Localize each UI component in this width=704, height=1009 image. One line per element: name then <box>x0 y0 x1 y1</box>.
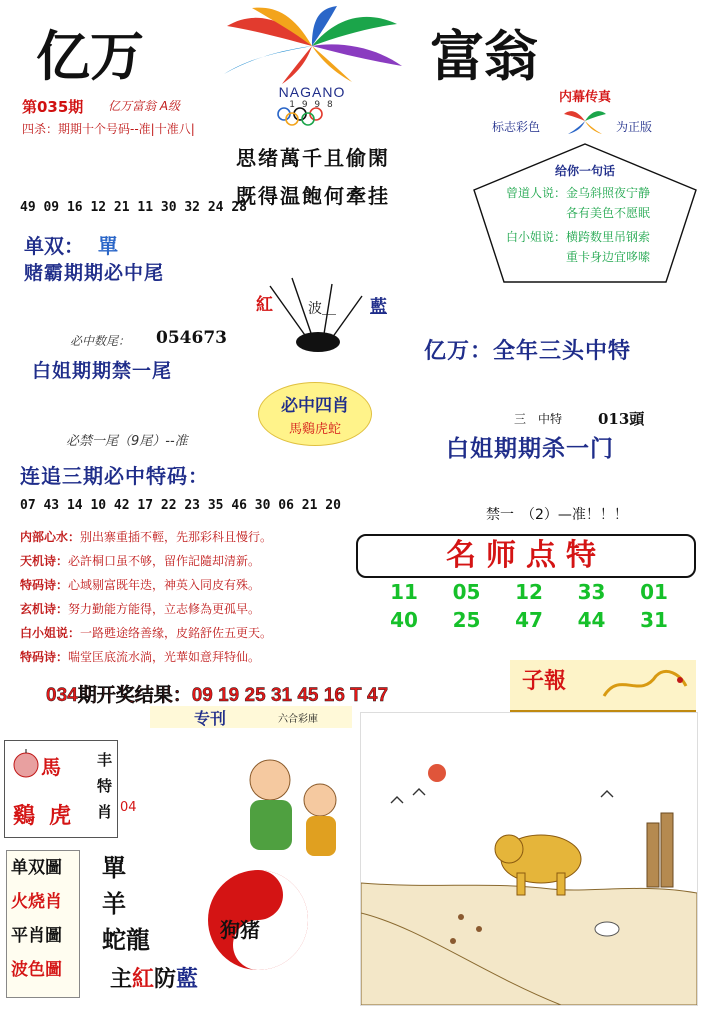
lower-zodiac2: 蛇龍 <box>102 926 150 954</box>
label-column <box>6 850 80 998</box>
master-number: 31 <box>640 608 668 632</box>
four-zodiac-title: 必中四肖 <box>281 396 349 416</box>
issue-subtitle: 四杀：期期十个号码--准|十准八| <box>22 122 195 136</box>
bear-illustration-icon <box>361 713 697 1005</box>
zodiac-horse: 馬 <box>41 755 61 779</box>
lantern-icon <box>11 749 41 783</box>
master-number: 11 <box>390 580 418 604</box>
lower-wave <box>110 962 198 993</box>
fax-line4: 重卡身边宜哆嗦 <box>566 250 651 264</box>
issue-brand: 亿万富翁 A级 <box>108 99 181 113</box>
lower-single: 單 <box>102 854 126 882</box>
fax-right-label: 为正版 <box>616 120 653 134</box>
olympic-rings-icon <box>272 106 352 126</box>
wave-main-blue: 藍 <box>176 967 199 992</box>
zodiac-rooster: 鷄 <box>13 804 36 829</box>
zi-banner <box>510 660 696 713</box>
forbid-tail: 必禁一尾（9尾）--准 <box>66 434 188 449</box>
single-double-value: 單 <box>98 234 118 258</box>
fax-line3: 白小姐说：横跨数里吊钢索 <box>506 230 651 244</box>
cartoon-kid-icon <box>210 740 360 870</box>
poem-row: 内部心水：别出寨重插不輕，先那彩科且慢行。 <box>20 530 273 544</box>
yiwan-slogan: 亿万：全年三头中特 <box>424 339 632 364</box>
poem-row: 玄机诗：努力勤能方能得，立志修為更孤早。 <box>20 602 261 616</box>
must-tail-value: 054673 <box>156 328 227 348</box>
journal-strip <box>150 706 352 728</box>
master-title: 名师点特 <box>446 538 606 573</box>
result-bar: 034期开奖结果：09 19 25 31 45 16 T 47 <box>46 685 389 706</box>
lower-zodiac1: 羊 <box>102 890 126 918</box>
zi-banner-text: 子報 <box>522 669 567 694</box>
fax-title: 内幕传真 <box>558 90 611 105</box>
logo-year: 1 9 9 8 <box>289 100 335 110</box>
poem-top-line1: 思绪萬千且偷閑 <box>236 146 390 170</box>
poems-block <box>20 528 350 672</box>
zodiac-vertical: 丰特肖 <box>97 751 113 821</box>
master-row2 <box>374 608 684 632</box>
single-double-slogan: 赌霸期期必中尾 <box>24 262 165 284</box>
label-item: 单双圖 <box>11 858 62 878</box>
dragon-icon <box>600 666 690 704</box>
poem-top-line2: 既得温飽何牽挂 <box>236 184 390 208</box>
journal-label: 专刊 <box>194 709 227 728</box>
wave-blue: 藍 <box>370 297 387 317</box>
fax-panel <box>470 86 700 286</box>
label-item: 火烧肖 <box>11 892 62 912</box>
fax-heading: 给你一句话 <box>554 164 615 178</box>
logo-text: NAGANO <box>278 84 346 100</box>
fax-line1: 曾道人说：金乌斜照夜宁静 <box>506 186 651 200</box>
three-period-title: 连追三期必中特码： <box>20 464 209 488</box>
zodiac-tiger: 虎 <box>49 804 72 829</box>
illustration-frame <box>360 712 698 1006</box>
master-row1 <box>374 580 684 604</box>
master-number: 44 <box>577 608 606 632</box>
title-right: 富翁 <box>430 24 538 88</box>
numbers-row1: 49 09 16 12 21 11 30 32 24 28 <box>20 200 247 215</box>
must-tail-slogan: 白姐期期禁一尾 <box>32 360 173 382</box>
poem-row: 特码诗：喘堂匡底流水淌，光華如意拜特仙。 <box>20 650 261 664</box>
wave-main-red: 紅 <box>132 967 155 992</box>
fax-line2: 各有美色不愿眠 <box>566 206 651 220</box>
must-tail-label: 必中数尾： <box>70 334 131 348</box>
nagano-logo <box>212 6 412 126</box>
lower-issue-small: 04 <box>120 800 137 815</box>
poem-row: 白小姐说：一路甦途络善缘，皮銘舒佐五更天。 <box>20 626 273 640</box>
master-title-box <box>356 534 696 578</box>
master-number: 05 <box>452 580 481 604</box>
fax-left-label: 标志彩色 <box>492 120 541 134</box>
four-zodiac-badge <box>258 382 372 446</box>
master-number: 47 <box>515 608 543 632</box>
three-special-prefix: 三 中特 <box>514 412 563 426</box>
three-special-value: 013頭 <box>598 410 645 428</box>
single-double-label: 单双： <box>24 234 84 258</box>
master-number: 01 <box>640 580 668 604</box>
three-period-numbers: 07 43 14 10 42 17 22 23 35 46 30 06 21 20 <box>20 498 341 513</box>
poem-row: 天机诗：必許桐口虽不够，留作記隨却清新。 <box>20 554 261 568</box>
forbid-two: 禁一 （2）—准！！！ <box>486 507 628 523</box>
wave-guard: 防 <box>154 967 177 992</box>
journal-sub: 六合彩庫 <box>278 714 318 725</box>
flower-logo-icon <box>212 6 412 86</box>
kill-one-door: 白姐期期杀一门 <box>446 436 614 462</box>
wave-main: 主 <box>110 967 133 992</box>
issue-label: 第035期 <box>22 98 84 116</box>
title-left: 亿万 <box>36 24 144 88</box>
wave-red: 紅 <box>256 295 273 315</box>
label-item: 平肖圖 <box>11 926 62 946</box>
master-number: 12 <box>515 580 543 604</box>
zodiac-box <box>4 740 118 838</box>
wave-middle: 波＿ <box>308 301 336 317</box>
poem-row: 特码诗：心域剔富既年迭，神英入同皮有殊。 <box>20 578 261 592</box>
master-number: 25 <box>452 608 481 632</box>
dog-pig: 狗猪 <box>220 918 260 942</box>
label-item: 波色圖 <box>11 960 62 980</box>
master-number: 40 <box>390 608 418 632</box>
small-logo-icon <box>562 106 608 136</box>
master-number: 33 <box>577 580 606 604</box>
four-zodiac-value: 馬鷄虎蛇 <box>288 422 341 437</box>
